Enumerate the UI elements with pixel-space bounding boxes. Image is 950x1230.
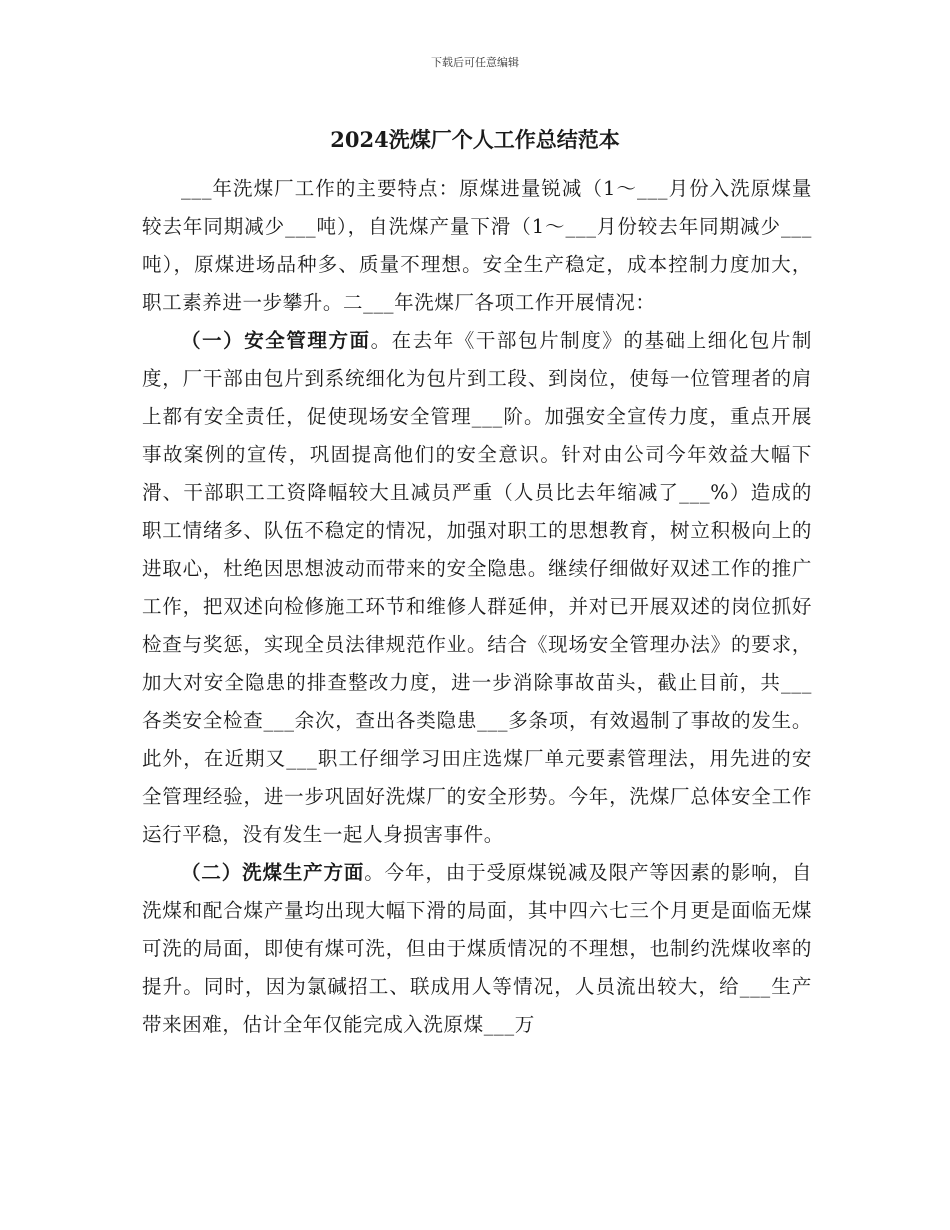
document-body — [142, 170, 812, 1044]
intro-paragraph-text: ___年洗煤厂工作的主要特点：原煤进量锐减（1～___月份入洗原煤量较去年同期减少___吨），自洗煤产量下滑（1～___月份较去年同期减少___吨），原煤进场品种多、质量不理想。安全生产稳定，成本控制力度加大，职工素养进一步攀升。二___年洗煤厂各项工作开展情况： — [142, 177, 812, 314]
document-title: 2024洗煤厂个人工作总结范本 — [330, 127, 620, 152]
coal-production-text: 。今年，由于受原煤锐减及限产等因素的影响，自洗煤和配合煤产量均出现大幅下滑的局面，其中四六七三个月更是面临无煤可洗的局面，即使有煤可洗，但由于煤质情况的不理想，也制约洗煤收率的提升。同时，因为氯碱招工、联成用人等情况，人员流出较大，给___生产带来困难，估计全年仅能完成入洗原煤___万 — [142, 861, 813, 1036]
coal-production-heading: （二）洗煤生产方面 — [181, 861, 365, 884]
safety-management-heading: （一）安全管理方面 — [181, 329, 371, 352]
intro-paragraph — [142, 170, 812, 322]
header-note: 下载后可任意编辑 — [431, 56, 519, 69]
safety-management-paragraph — [142, 322, 812, 854]
coal-production-paragraph — [142, 854, 812, 1044]
safety-management-text: 。在去年《干部包片制度》的基础上细化包片制度，厂干部由包片到系统细化为包片到工段、到岗位，使每一位管理者的肩上都有安全责任，促使现场安全管理___阶。加强安全宣传力度，重点开展事故案例的宣传，巩固提高他们的安全意识。针对由公司今年效益大幅下滑、干部职工工资降幅较大且减员严重（人员比去年缩减了___%）造成的职工情绪多、队伍不稳定的情况，加强对职工的思想教育，树立积极向上的进取心，杜绝因思想波动而带来的安全隐患。继续仔细做好双述工作的推广工作，把双述向检修施工环节和维修人群延伸，并对已开展双述的岗位抓好检查与奖惩，实现全员法律规范作业。结合《现场安全管理办法》的要求，加大对安全隐患的排查整改力度，进一步消除事故苗头，截止目前，共___各类安全检查___余次，查出各类隐患___多条项，有效遏制了事故的发生。此外，在近期又___职工仔细学习田庄选煤厂单元要素管理法，用先进的安全管理经验，进一步巩固好洗煤厂的安全形势。今年，洗煤厂总体安全工作运行平稳，没有发生一起人身损害事件。 — [142, 329, 812, 846]
